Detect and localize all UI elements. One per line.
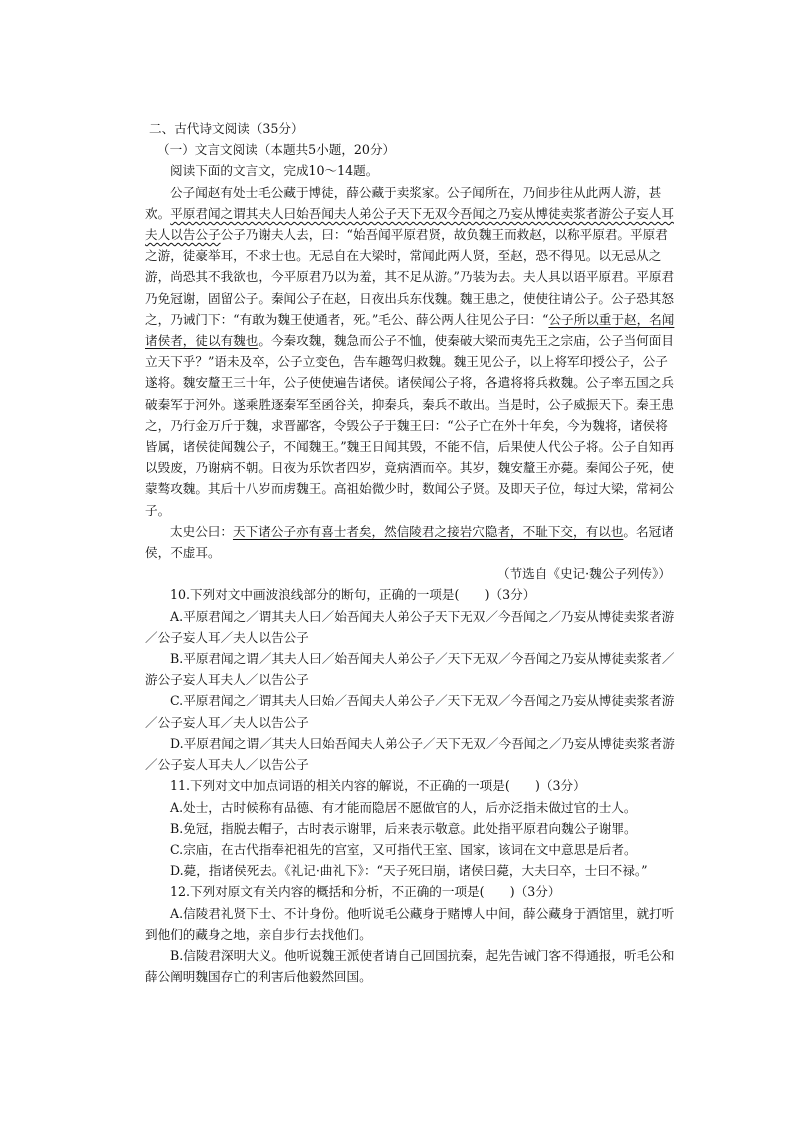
passage-paragraph-2 [145,521,675,563]
passage-text: 公子闻赵有处士毛公藏于博徒，薛公藏于卖浆家。公子闻所在，乃间步往从此两人游，甚欢。 [145,184,662,221]
question-option: C.平原君闻之／谓其夫人曰始／吾闻夫人弟公子／天下无双／今吾闻之乃妄从博徒卖浆者游／公子妄人耳／夫人以告公子 [145,693,675,730]
question-option: D.平原君闻之谓／其夫人曰始吾闻夫人弟公子／天下无双／今吾闻之／乃妄从博徒卖浆者游／公子妄人耳夫人／以告公子 [145,735,675,773]
exam-page [145,118,675,987]
wavy-underlined-sentence: 平原君闻之谓其夫人曰始吾闻夫人弟公子天下无双今吾闻之乃妄从博徒卖浆者游公子妄人耳夫人以告公子 [145,205,674,243]
reading-instruction: 阅读下面的文言文，完成10～14题。 [170,163,379,179]
underlined-sentence: 公子所以重于赵，名闻诸侯者，徒以有魏也 [145,311,675,349]
passage-text: 太史公曰： [170,523,233,539]
question-option: A.处士，古时候称有品德、有才能而隐居不愿做官的人，后亦泛指未做过官的士人。 [170,799,637,815]
underlined-sentence: 天下诸公子亦有喜士者矣，然信陵君之接岩穴隐者，不耻下交，有以也 [232,523,624,539]
question-option: C.宗庙，在古代指奉祀祖先的宫室，又可指代王室、国家，该词在文中意思是后者。 [170,841,637,857]
question-option: D.薨，指诸侯死去。《礼记·曲礼下》：“天子死曰崩，诸侯曰薨，大夫曰卒，士曰不禄。” [170,863,648,879]
question-stem: 12.下列对原文有关内容的概括和分析，不正确的一项是( )（3分） [170,884,561,900]
passage-text: 。今秦攻魏，魏急而公子不恤，使秦破大梁而夷先王之宗庙，公子当何面目立天下乎？”语未及卒，公子立变色，告车趣驾归救魏。魏王见公子，以上将军印授公子，公子遂将。魏安釐王三十年，公子使使遍告诸侯。诸侯闻公子将，各遣将将兵救魏。公子率五国之兵破秦军于河外。遂乘胜逐秦军至函谷关，抑秦兵，秦兵不敢出。当是时，公子威振天下。秦王患之，乃行金万斤于魏，求晋鄙客，令毁公子于魏王曰：“公子亡在外十年矣，今为魏将，诸侯将皆属，诸侯徒闻魏公子，不闻魏王。”魏王日闻其毁，不能不信，后果使人代公子将。公子自知再以毁废，乃谢病不朝。日夜为乐饮者四岁，竟病酒而卒。其岁，魏安釐王亦薨。秦闻公子死，使蒙骜攻魏。其后十八岁而虏魏王。高祖始微少时，数闻公子贤。及即天子位，每过大梁，常祠公子。 [145,333,675,518]
question-option: B.免冠，指脱去帽子，古时表示谢罪，后来表示敬意。此处指平原君向魏公子谢罪。 [170,820,637,836]
passage-text: 公子乃谢夫人去，曰：“始吾闻平原君贤，故负魏王而救赵，以称平原君。平原君之游，徒豪举耳，不求士也。无忌自在大梁时，常闻此两人贤，至赵，恐不得见。以无忌从之游，尚恐其不我欲也，今平原君乃以为羞，其不足从游。”乃装为去。夫人具以语平原君。平原君乃免冠谢，固留公子。秦闻公子在赵，日夜出兵东伐魏。魏王患之，使使往请公子。公子恐其怒之，乃诫门下：“有敢为魏王使通者，死。”毛公、薛公两人往见公子曰：“ [145,227,675,327]
question-stem: 10.下列对文中画波浪线部分的断句，正确的一项是( )（3分） [170,587,536,603]
section-subtitle: （一）文言文阅读（本题共5小题，20分） [157,142,396,158]
question-option: B.平原君闻之谓／其夫人曰／始吾闻夫人弟公子／天下无双／今吾闻之乃妄从博徒卖浆者／游公子妄人耳夫人／以告公子 [145,651,675,688]
passage-source: （节选自《史记·魏公子列传》） [496,566,671,582]
section-title: 二、古代诗文阅读（35分） [149,121,304,136]
question-option: A.信陵君礼贤下士、不计身份。他听说毛公藏身于赌博人中间，薛公藏身于酒馆里，就打听到他们的藏身之地，亲自步行去找他们。 [145,905,675,942]
question-option: B.信陵君深明大义。他听说魏王派使者请自己回国抗秦，起先告诫门客不得通报，听毛公和薛公阐明魏国存亡的利害后他毅然回国。 [145,947,675,985]
passage-text: 。名冠诸侯，不虚耳。 [145,523,674,561]
passage-paragraph-1 [145,182,675,521]
question-stem: 11.下列对文中加点词语的相关内容的解说，不正确的一项是( )（3分） [170,778,586,794]
question-option: A.平原君闻之／谓其夫人曰／始吾闻夫人弟公子天下无双／今吾闻之／乃妄从博徒卖浆者游／公子妄人耳／夫人以告公子 [145,608,675,645]
